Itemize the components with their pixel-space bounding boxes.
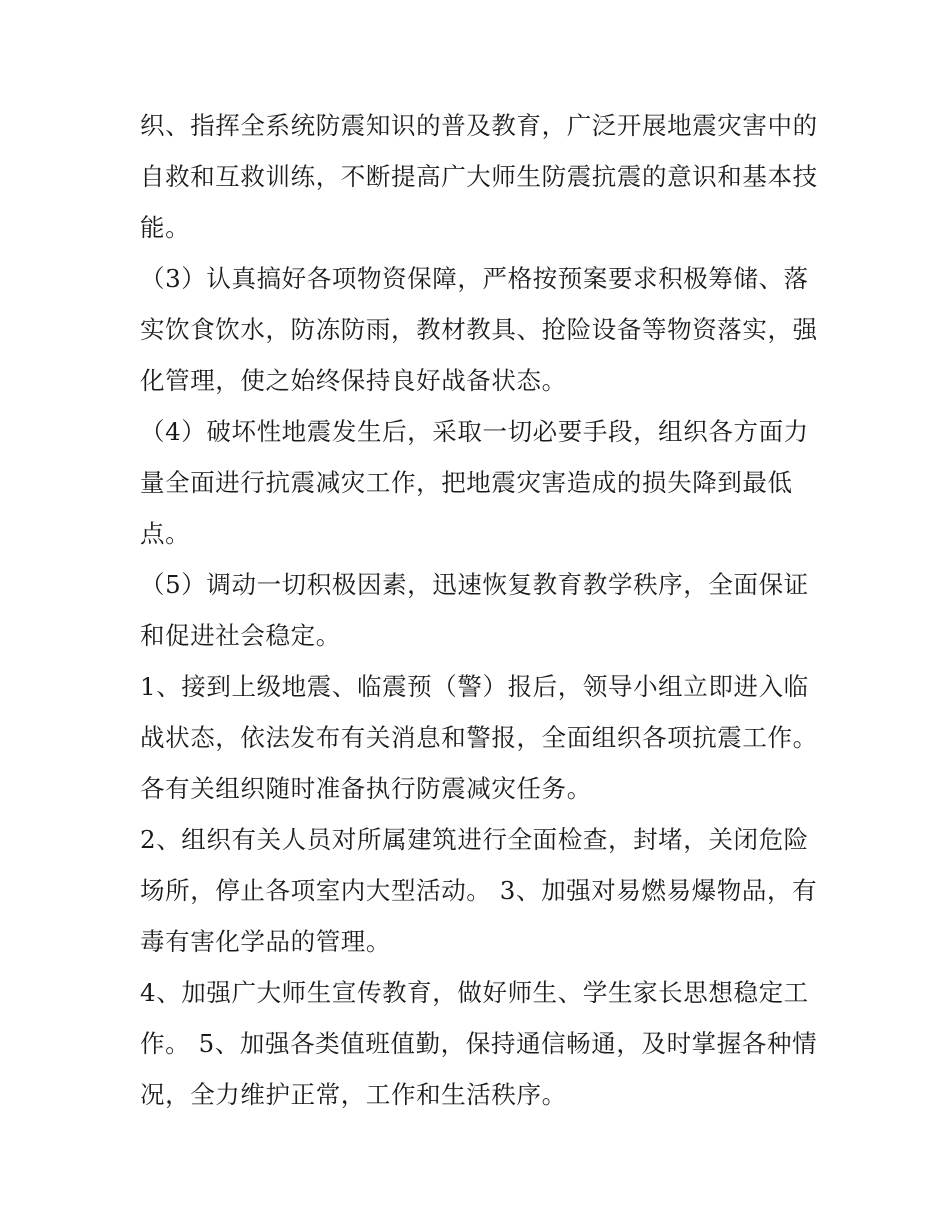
paragraph-5: 1、接到上级地震、临震预（警）报后，领导小组立即进入临战状态，依法发布有关消息和警报，全面组织各项抗震工作。各有关组织随时准备执行防震减灾任务。 [140,672,818,803]
paragraph-2: （3）认真搞好各项物资保障，严格按预案要求积极筹储、落实饮食饮水，防冻防雨，教材教具、抢险设备等物资落实，强化管理，使之始终保持良好战备状态。 [140,264,818,395]
paragraph-1: 织、指挥全系统防震知识的普及教育，广泛开展地震灾害中的自救和互救训练，不断提高广大师生防震抗震的意识和基本技能。 [140,111,818,242]
paragraph-6: 2、组织有关人员对所属建筑进行全面检查，封堵，关闭危险场所，停止各项室内大型活动。 3、加强对易燃易爆物品，有毒有害化学品的管理。 [140,825,818,956]
paragraph-4: （5）调动一切积极因素，迅速恢复教育教学秩序，全面保证和促进社会稳定。 [140,570,809,650]
document-body [140,100,820,1120]
paragraph-7: 4、加强广大师生宣传教育，做好师生、学生家长思想稳定工作。 5、加强各类值班值勤，保持通信畅通，及时掌握各种情况，全力维护正常，工作和生活秩序。 [140,978,818,1109]
paragraph-3: （4）破坏性地震发生后，采取一切必要手段，组织各方面力量全面进行抗震减灾工作，把地震灾害造成的损失降到最低点。 [140,417,809,548]
